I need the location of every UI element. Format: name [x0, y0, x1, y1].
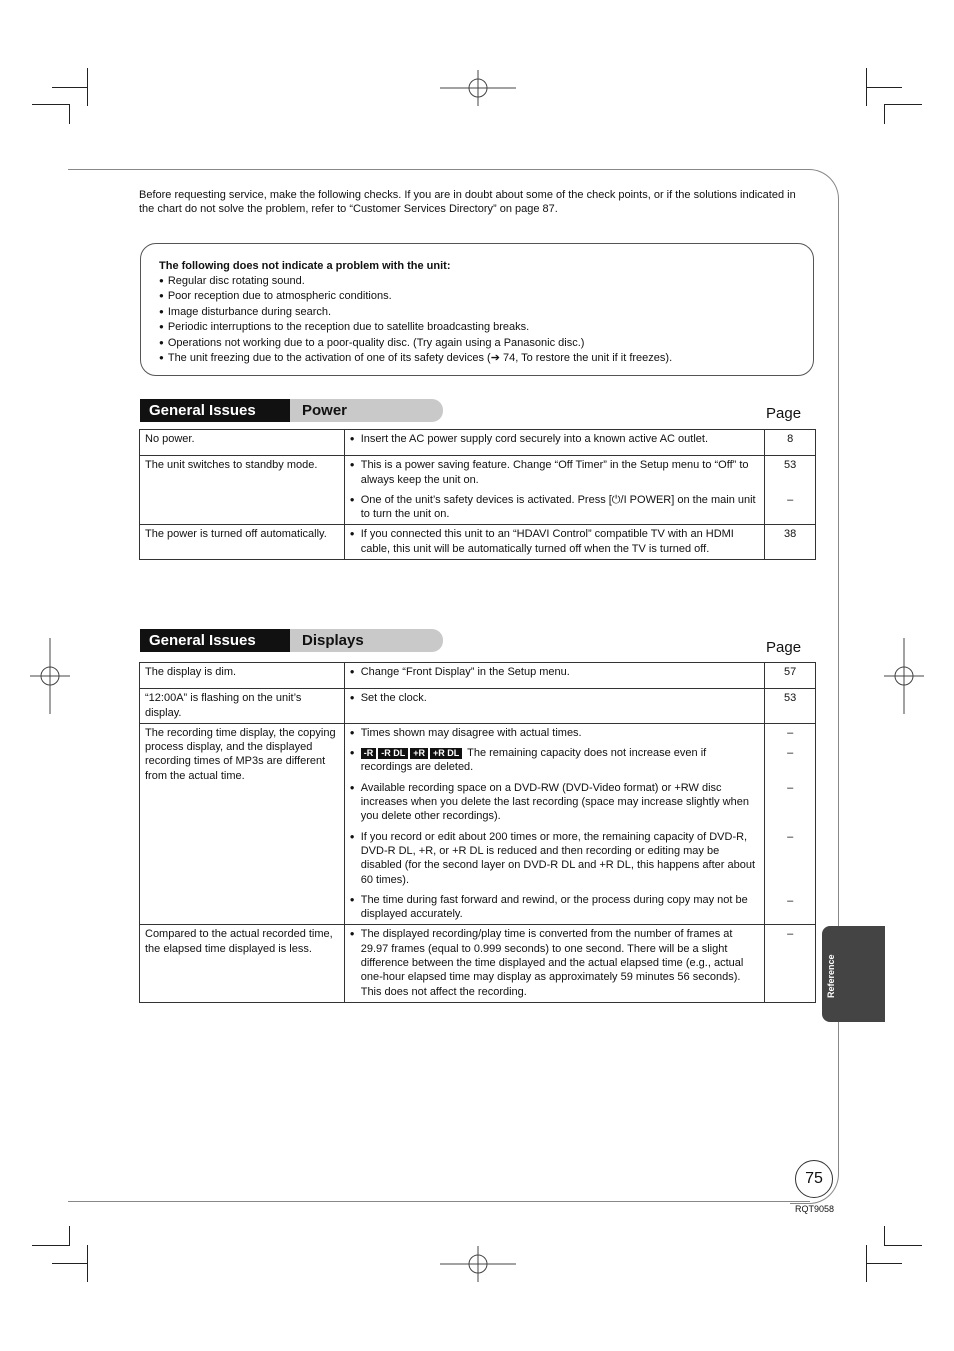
page-frame-top: [68, 169, 810, 170]
section-subheading: Displays: [290, 629, 443, 652]
registration-mark: [440, 70, 516, 106]
reference-side-tab: [822, 926, 885, 1022]
solution-cell: [344, 663, 765, 689]
solution-item: ● One of the unit’s safety devices is activated. Press [⏻/I POWER] on the main unit to turn the unit on.: [350, 493, 760, 522]
page-cell: [765, 456, 816, 525]
section-heading: General Issues: [140, 399, 290, 422]
problem-cell: No power.: [140, 430, 345, 456]
page-ref: 38: [784, 528, 797, 541]
solution-item: ● Change “Front Display” in the Setup menu.: [350, 665, 760, 679]
solution-item: ● If you connected this unit to an “HDAVI Control” compatible TV with an HDMI cable, this unit will be automatically turned off when the TV is turned off.: [350, 527, 760, 556]
page-ref: 57: [784, 666, 797, 678]
problem-cell: The recording time display, the copying process display, and the displayed recording times of MP3s are different from the actual time.: [140, 723, 345, 925]
problem-cell: Compared to the actual recorded time, the elapsed time displayed is less.: [140, 925, 345, 1002]
table-row: [140, 689, 816, 724]
note-item: ● The unit freezing due to the activation of one of its safety devices (➔ 74, To restore the unit if it freezes).: [159, 351, 672, 366]
crop-mark: [52, 87, 88, 88]
solution-cell: [344, 723, 765, 925]
page-ref: 8: [787, 433, 794, 445]
page-cell: [765, 663, 816, 689]
page-cell: [765, 925, 816, 1002]
table-row: [140, 430, 816, 456]
page-ref: –: [787, 726, 794, 739]
page-cell: [765, 525, 816, 560]
problem-cell: The power is turned off automatically.: [140, 525, 345, 560]
table-row: [140, 723, 816, 925]
page-ref: 53: [784, 692, 797, 705]
crop-mark: [69, 104, 70, 124]
displays-table: [139, 662, 816, 1003]
page-ref: –: [787, 494, 794, 507]
registration-mark: [30, 638, 70, 714]
crop-mark: [32, 104, 70, 105]
table-row: [140, 663, 816, 689]
crop-mark: [69, 1226, 70, 1246]
section-heading: General Issues: [140, 629, 290, 652]
section-heading-power: [140, 399, 443, 422]
side-tab-label: Reference: [826, 954, 836, 998]
solution-item-with-disc-tags: [350, 746, 760, 775]
section-subheading: Power: [290, 399, 443, 422]
table-row: [140, 925, 816, 1002]
problem-cell: “12:00A” is flashing on the unit’s display.: [140, 689, 345, 724]
solution-cell: [344, 925, 765, 1002]
document-code: RQT9058: [795, 1204, 835, 1214]
problem-cell: The unit switches to standby mode.: [140, 456, 345, 525]
page-column-label: Page: [766, 639, 802, 656]
page-ref: –: [787, 746, 794, 759]
disc-tag: -R DL: [378, 748, 408, 759]
note-item: ● Periodic interruptions to the reception due to satellite broadcasting breaks.: [159, 320, 672, 335]
page-ref: –: [787, 830, 794, 843]
table-row: [140, 456, 816, 525]
intro-text: Before requesting service, make the following checks. If you are in doubt about some of the check points, or if the solutions indicated in the chart do not solve the problem, refer to “Customer Services Directory” on page 87.: [139, 189, 796, 215]
crop-mark: [884, 104, 922, 105]
page-number: 75: [795, 1160, 833, 1198]
solution-item: ● If you record or edit about 200 times or more, the remaining capacity of DVD-R, DVD-R DL, +R, or +R DL is reduced and then recording or editing may be disabled (for the second layer on DVD-R DL and +R DL, this happens after about 60 times).: [350, 830, 760, 887]
power-table: [139, 429, 816, 560]
solution-cell: [344, 430, 765, 456]
page-cell: [765, 430, 816, 456]
page-column-label: Page: [766, 405, 802, 422]
disc-tag: -R: [361, 748, 377, 759]
table-row: [140, 525, 816, 560]
page-ref: –: [787, 894, 794, 907]
solution-item: ● Set the clock.: [350, 691, 760, 705]
crop-mark: [884, 104, 885, 124]
registration-mark: [440, 1246, 516, 1282]
solution-cell: [344, 689, 765, 724]
note-title: The following does not indicate a problem with the unit:: [159, 260, 451, 272]
section-heading-displays: [140, 629, 443, 652]
note-box: [140, 243, 814, 376]
solution-item: ● This is a power saving feature. Change “Off Timer” in the Setup menu to “Off” to always keep the unit on.: [350, 458, 760, 487]
note-item: ● Image disturbance during search.: [159, 305, 672, 320]
note-list: [159, 274, 672, 366]
disc-tag: +R: [410, 748, 428, 759]
crop-mark: [52, 1263, 88, 1264]
solution-item: ● Available recording space on a DVD-RW (DVD-Video format) or +RW disc increases when you delete the last recording (space may increase slightly when you delete other recordings).: [350, 781, 760, 824]
page-ref: –: [787, 928, 794, 941]
note-item: ● Regular disc rotating sound.: [159, 274, 672, 289]
registration-mark: [884, 638, 924, 714]
page-ref: –: [787, 781, 794, 794]
solution-item: ● The displayed recording/play time is converted from the number of frames at 29.97 frames (equal to 0.999 seconds) to one second. There will be a slight difference between the time displayed and the actual elapsed time (e.g., actual one-hour elapsed time may display as approximately 59 minutes 56 seconds). This does not affect the recording.: [350, 927, 760, 998]
solution-cell: [344, 456, 765, 525]
solution-item-text: The remaining capacity does not increase even if recordings are deleted.: [360, 747, 707, 774]
page-cell: [765, 689, 816, 724]
crop-mark: [866, 1263, 902, 1264]
page-cell: [765, 723, 816, 925]
solution-item: ● The time during fast forward and rewind, or the process during copy may not be displayed accurately.: [350, 893, 760, 922]
disc-tag: +R DL: [430, 748, 462, 759]
note-item: ● Poor reception due to atmospheric conditions.: [159, 289, 672, 304]
crop-mark: [884, 1245, 922, 1246]
crop-mark: [866, 87, 902, 88]
solution-item: ● Insert the AC power supply cord securely into a known active AC outlet.: [350, 432, 760, 446]
crop-mark: [32, 1245, 70, 1246]
page-frame-bottom: [68, 1201, 810, 1202]
problem-cell: The display is dim.: [140, 663, 345, 689]
solution-cell: [344, 525, 765, 560]
crop-mark: [884, 1226, 885, 1246]
page-ref: 53: [784, 459, 797, 472]
solution-item: ● Times shown may disagree with actual times.: [350, 726, 760, 740]
note-item: ● Operations not working due to a poor-quality disc. (Try again using a Panasonic disc.): [159, 336, 672, 351]
